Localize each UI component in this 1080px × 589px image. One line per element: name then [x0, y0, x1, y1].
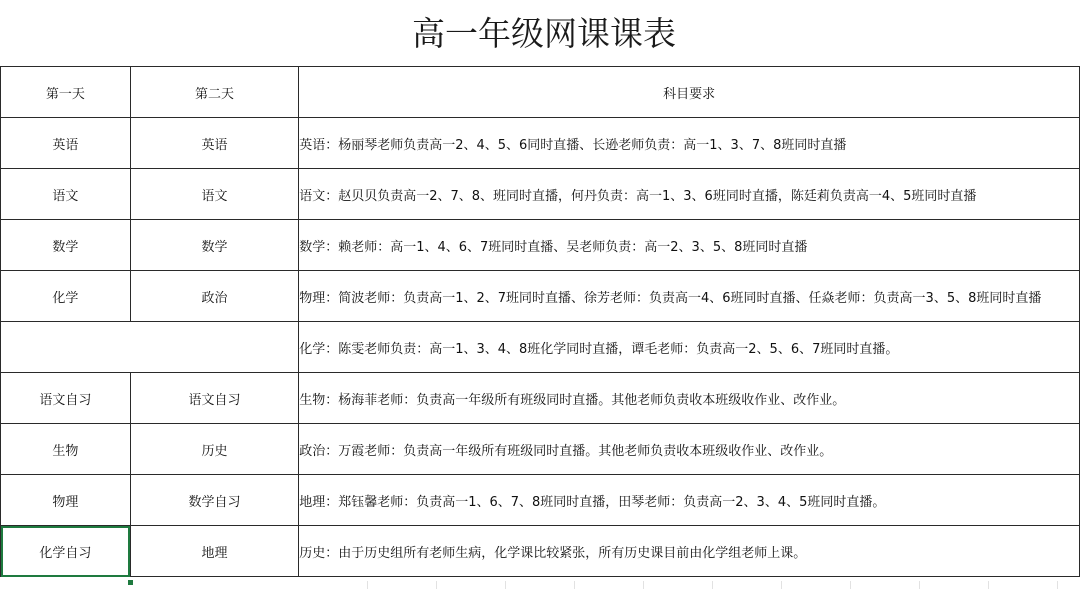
day1-cell[interactable]	[1, 169, 131, 220]
grid-cell[interactable]	[437, 581, 506, 589]
grid-cell[interactable]	[368, 581, 437, 589]
grid-cell[interactable]	[575, 581, 644, 589]
day2-cell[interactable]: 地理	[130, 526, 298, 577]
header-day2-cell[interactable]: 第二天	[130, 67, 298, 118]
requirement-cell[interactable]: 生物：杨海菲老师：负责高一年级所有班级同时直播。其他老师负责收本班级收作业、改作业。	[299, 373, 1080, 424]
day1-label: 语文	[52, 188, 79, 204]
grid-cell[interactable]	[782, 581, 851, 589]
grid-cell[interactable]	[851, 581, 920, 589]
day1-cell[interactable]	[1, 118, 131, 169]
header-day1-label: 第一天	[45, 86, 85, 102]
grid-cell[interactable]	[506, 581, 575, 589]
table-row	[1, 322, 1080, 373]
grid-cell[interactable]	[299, 581, 368, 589]
table-row	[1, 526, 1080, 577]
day1-label: 英语	[52, 137, 79, 153]
day1-cell[interactable]	[1, 373, 131, 424]
day1-cell[interactable]	[1, 271, 131, 322]
day2-cell[interactable]: 语文	[130, 169, 298, 220]
header-row	[1, 67, 1080, 118]
day2-cell[interactable]: 语文自习	[130, 373, 298, 424]
fill-handle[interactable]	[127, 579, 134, 586]
requirement-cell[interactable]: 历史：由于历史组所有老师生病，化学课比较紧张，所有历史课目前由化学组老师上课。	[299, 526, 1080, 577]
grid-cell[interactable]	[989, 581, 1058, 589]
table-row	[1, 271, 1080, 322]
day2-cell[interactable]: 历史	[130, 424, 298, 475]
header-day1-cell[interactable]	[1, 67, 131, 118]
grid-cell[interactable]	[713, 581, 782, 589]
requirement-cell[interactable]: 物理：简波老师：负责高一1、2、7班同时直播、徐芳老师：负责高一4、6班同时直播、任焱老师：负责高一3、5、8班同时直播	[299, 271, 1080, 322]
day2-cell[interactable]: 数学自习	[130, 475, 298, 526]
day1-label: 化学	[52, 290, 79, 306]
requirement-cell[interactable]: 语文：赵贝贝负责高一2、7、8、班同时直播，何丹负责：高一1、3、6班同时直播，陈廷莉负责高一4、5班同时直播	[299, 169, 1080, 220]
day2-cell[interactable]: 政治	[130, 271, 298, 322]
empty-grid-row	[299, 581, 1080, 589]
schedule-table	[0, 66, 1080, 577]
table-row	[1, 475, 1080, 526]
table-row	[1, 373, 1080, 424]
requirement-cell[interactable]: 地理：郑钰馨老师：负责高一1、6、7、8班同时直播，田琴老师：负责高一2、3、4、5班同时直播。	[299, 475, 1080, 526]
day1-label: 物理	[52, 494, 79, 510]
grid-cell[interactable]	[644, 581, 713, 589]
table-row	[1, 169, 1080, 220]
requirement-cell[interactable]: 数学：赖老师：高一1、4、6、7班同时直播、吴老师负责：高一2、3、5、8班同时直播	[299, 220, 1080, 271]
requirement-cell[interactable]: 化学：陈雯老师负责：高一1、3、4、8班化学同时直播，谭毛老师：负责高一2、5、6、7班同时直播。	[299, 322, 1080, 373]
day1-cell[interactable]	[1, 424, 131, 475]
table-row	[1, 220, 1080, 271]
header-requirements-cell[interactable]: 科目要求	[299, 67, 1080, 118]
day1-cell[interactable]	[1, 475, 131, 526]
day1-label: 化学自习	[39, 545, 92, 561]
day1-cell[interactable]	[1, 220, 131, 271]
day2-cell[interactable]: 英语	[130, 118, 298, 169]
day1-cell-selected[interactable]	[1, 526, 131, 577]
day2-cell[interactable]: 数学	[130, 220, 298, 271]
sheet-title: 高一年级网课课表	[412, 14, 676, 53]
requirement-cell[interactable]: 英语：杨丽琴老师负责高一2、4、5、6同时直播、长逊老师负责：高一1、3、7、8班同时直播	[299, 118, 1080, 169]
table-row	[1, 424, 1080, 475]
day1-label: 语文自习	[39, 392, 92, 408]
day1-label: 生物	[52, 443, 79, 459]
requirement-cell[interactable]: 政治：万霞老师：负责高一年级所有班级同时直播。其他老师负责收本班级收作业、改作业。	[299, 424, 1080, 475]
day1-label: 数学	[52, 239, 79, 255]
table-row	[1, 118, 1080, 169]
merged-empty-cell[interactable]	[1, 322, 299, 373]
grid-cell[interactable]	[920, 581, 989, 589]
